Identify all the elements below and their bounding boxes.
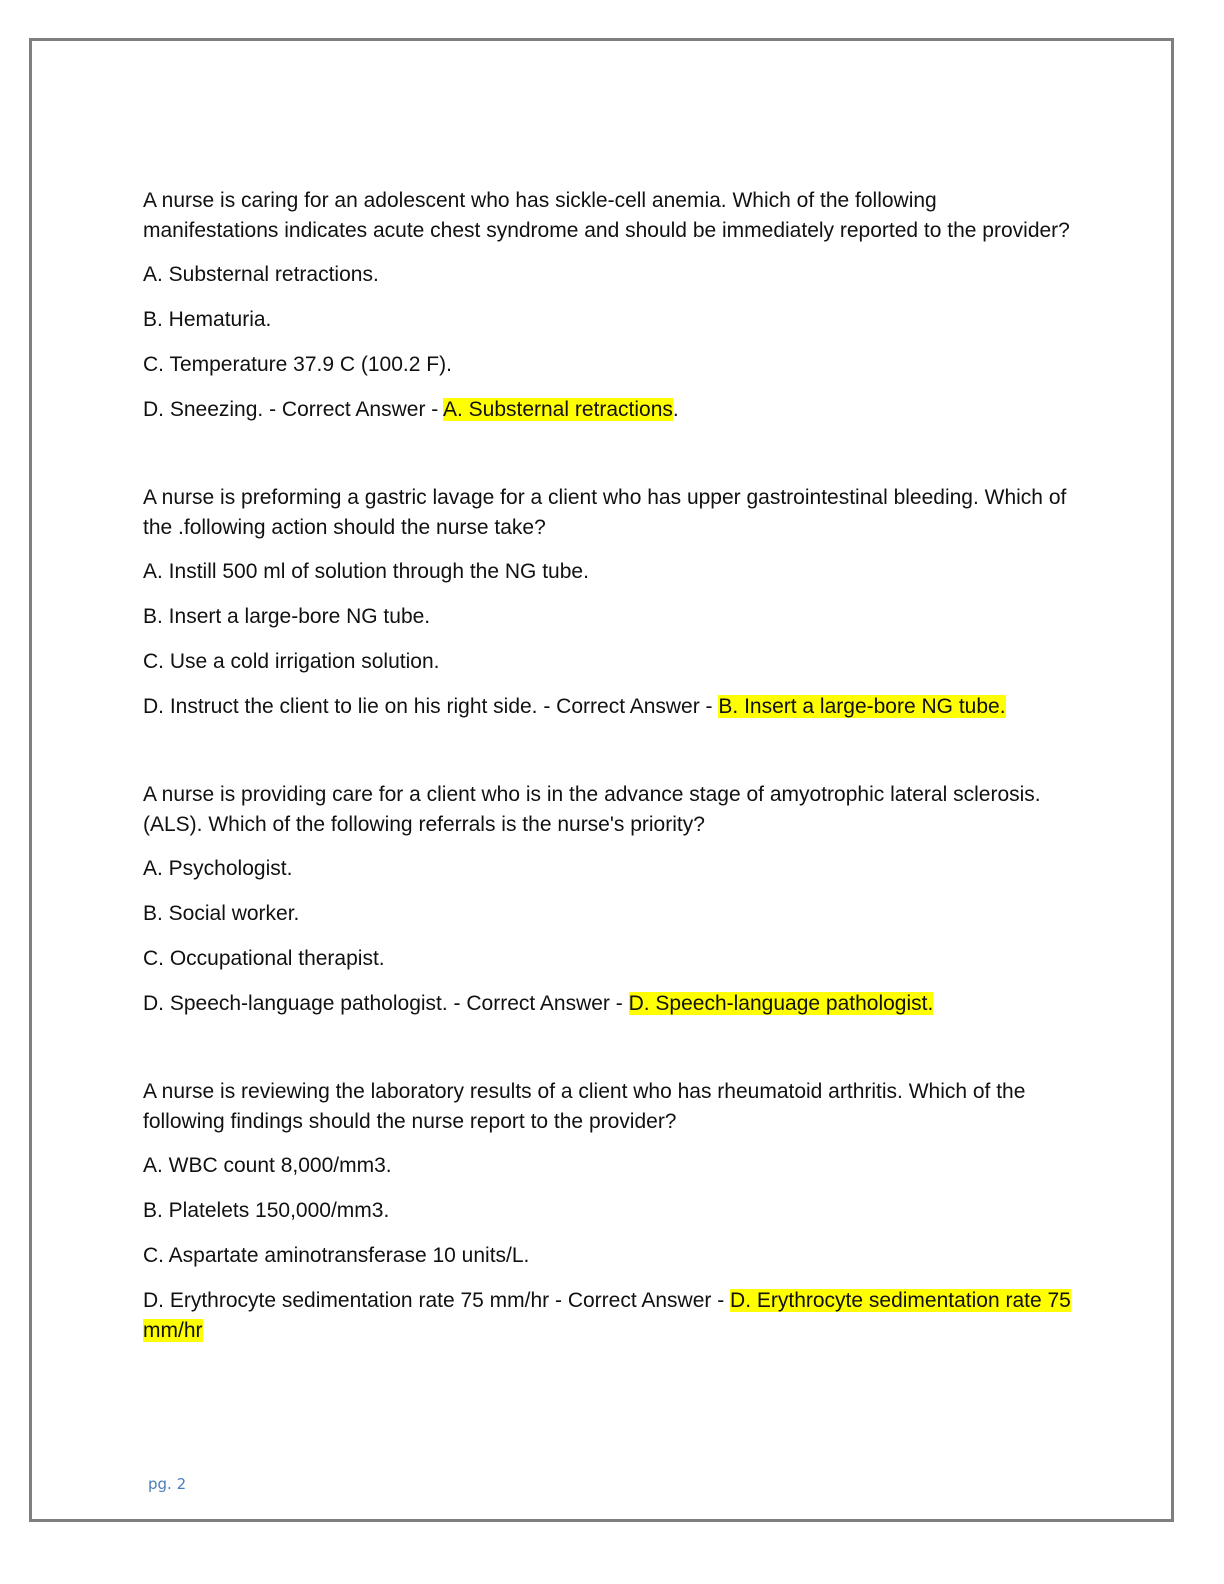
option-c: C. Temperature 37.9 C (100.2 F). <box>143 353 452 376</box>
option-d: D. Erythrocyte sedimentation rate 75 mm/hr - Correct Answer - <box>143 1289 731 1312</box>
question-stem: A nurse is caring for an adolescent who has sickle-cell anemia. Which of the following manifestations indicates acute chest syndrome and should be immediately reported to the provider? <box>143 189 1070 242</box>
question-3 <box>143 780 1073 1019</box>
correct-answer-highlight: D. Speech-language pathologist. <box>628 992 934 1015</box>
page-number: pg. 2 <box>148 1475 187 1493</box>
question-1 <box>143 186 1073 425</box>
option-b: B. Social worker. <box>143 902 300 925</box>
option-d-with-answer <box>143 1286 1073 1346</box>
document-content <box>143 186 1073 1346</box>
option-c: C. Occupational therapist. <box>143 947 385 970</box>
option-a: A. WBC count 8,000/mm3. <box>143 1154 392 1177</box>
option-a: A. Instill 500 ml of solution through the NG tube. <box>143 560 589 583</box>
option-a: A. Substernal retractions. <box>143 263 379 286</box>
option-d: D. Sneezing. - Correct Answer - <box>143 398 443 421</box>
option-a: A. Psychologist. <box>143 857 293 880</box>
option-d: D. Speech-language pathologist. - Correct Answer - <box>143 992 629 1015</box>
question-2 <box>143 483 1073 722</box>
option-b: B. Insert a large-bore NG tube. <box>143 605 431 628</box>
correct-answer-highlight: A. Substernal retractions <box>442 398 673 421</box>
option-d-with-answer <box>143 989 1073 1019</box>
option-c: C. Aspartate aminotransferase 10 units/L. <box>143 1244 530 1267</box>
option-d: D. Instruct the client to lie on his right side. - Correct Answer - <box>143 695 719 718</box>
question-stem: A nurse is providing care for a client who is in the advance stage of amyotrophic lateral sclerosis. (ALS). Which of the following referrals is the nurse's priority? <box>143 783 1041 836</box>
answer-suffix: . <box>672 398 679 421</box>
option-b: B. Hematuria. <box>143 308 272 331</box>
question-4 <box>143 1077 1073 1346</box>
option-c: C. Use a cold irrigation solution. <box>143 650 440 673</box>
question-stem: A nurse is reviewing the laboratory results of a client who has rheumatoid arthritis. Which of the following findings should the nurse report to the provider? <box>143 1080 1026 1133</box>
option-d-with-answer <box>143 395 1073 425</box>
correct-answer-highlight: B. Insert a large-bore NG tube. <box>718 695 1006 718</box>
correct-answer-highlight: D. Erythrocyte sedimentation rate 75 mm/hr <box>143 1289 1071 1342</box>
option-b: B. Platelets 150,000/mm3. <box>143 1199 390 1222</box>
question-stem: A nurse is preforming a gastric lavage for a client who has upper gastrointestinal bleeding. Which of the .following action should the nurse take? <box>143 486 1067 539</box>
option-d-with-answer <box>143 692 1073 722</box>
